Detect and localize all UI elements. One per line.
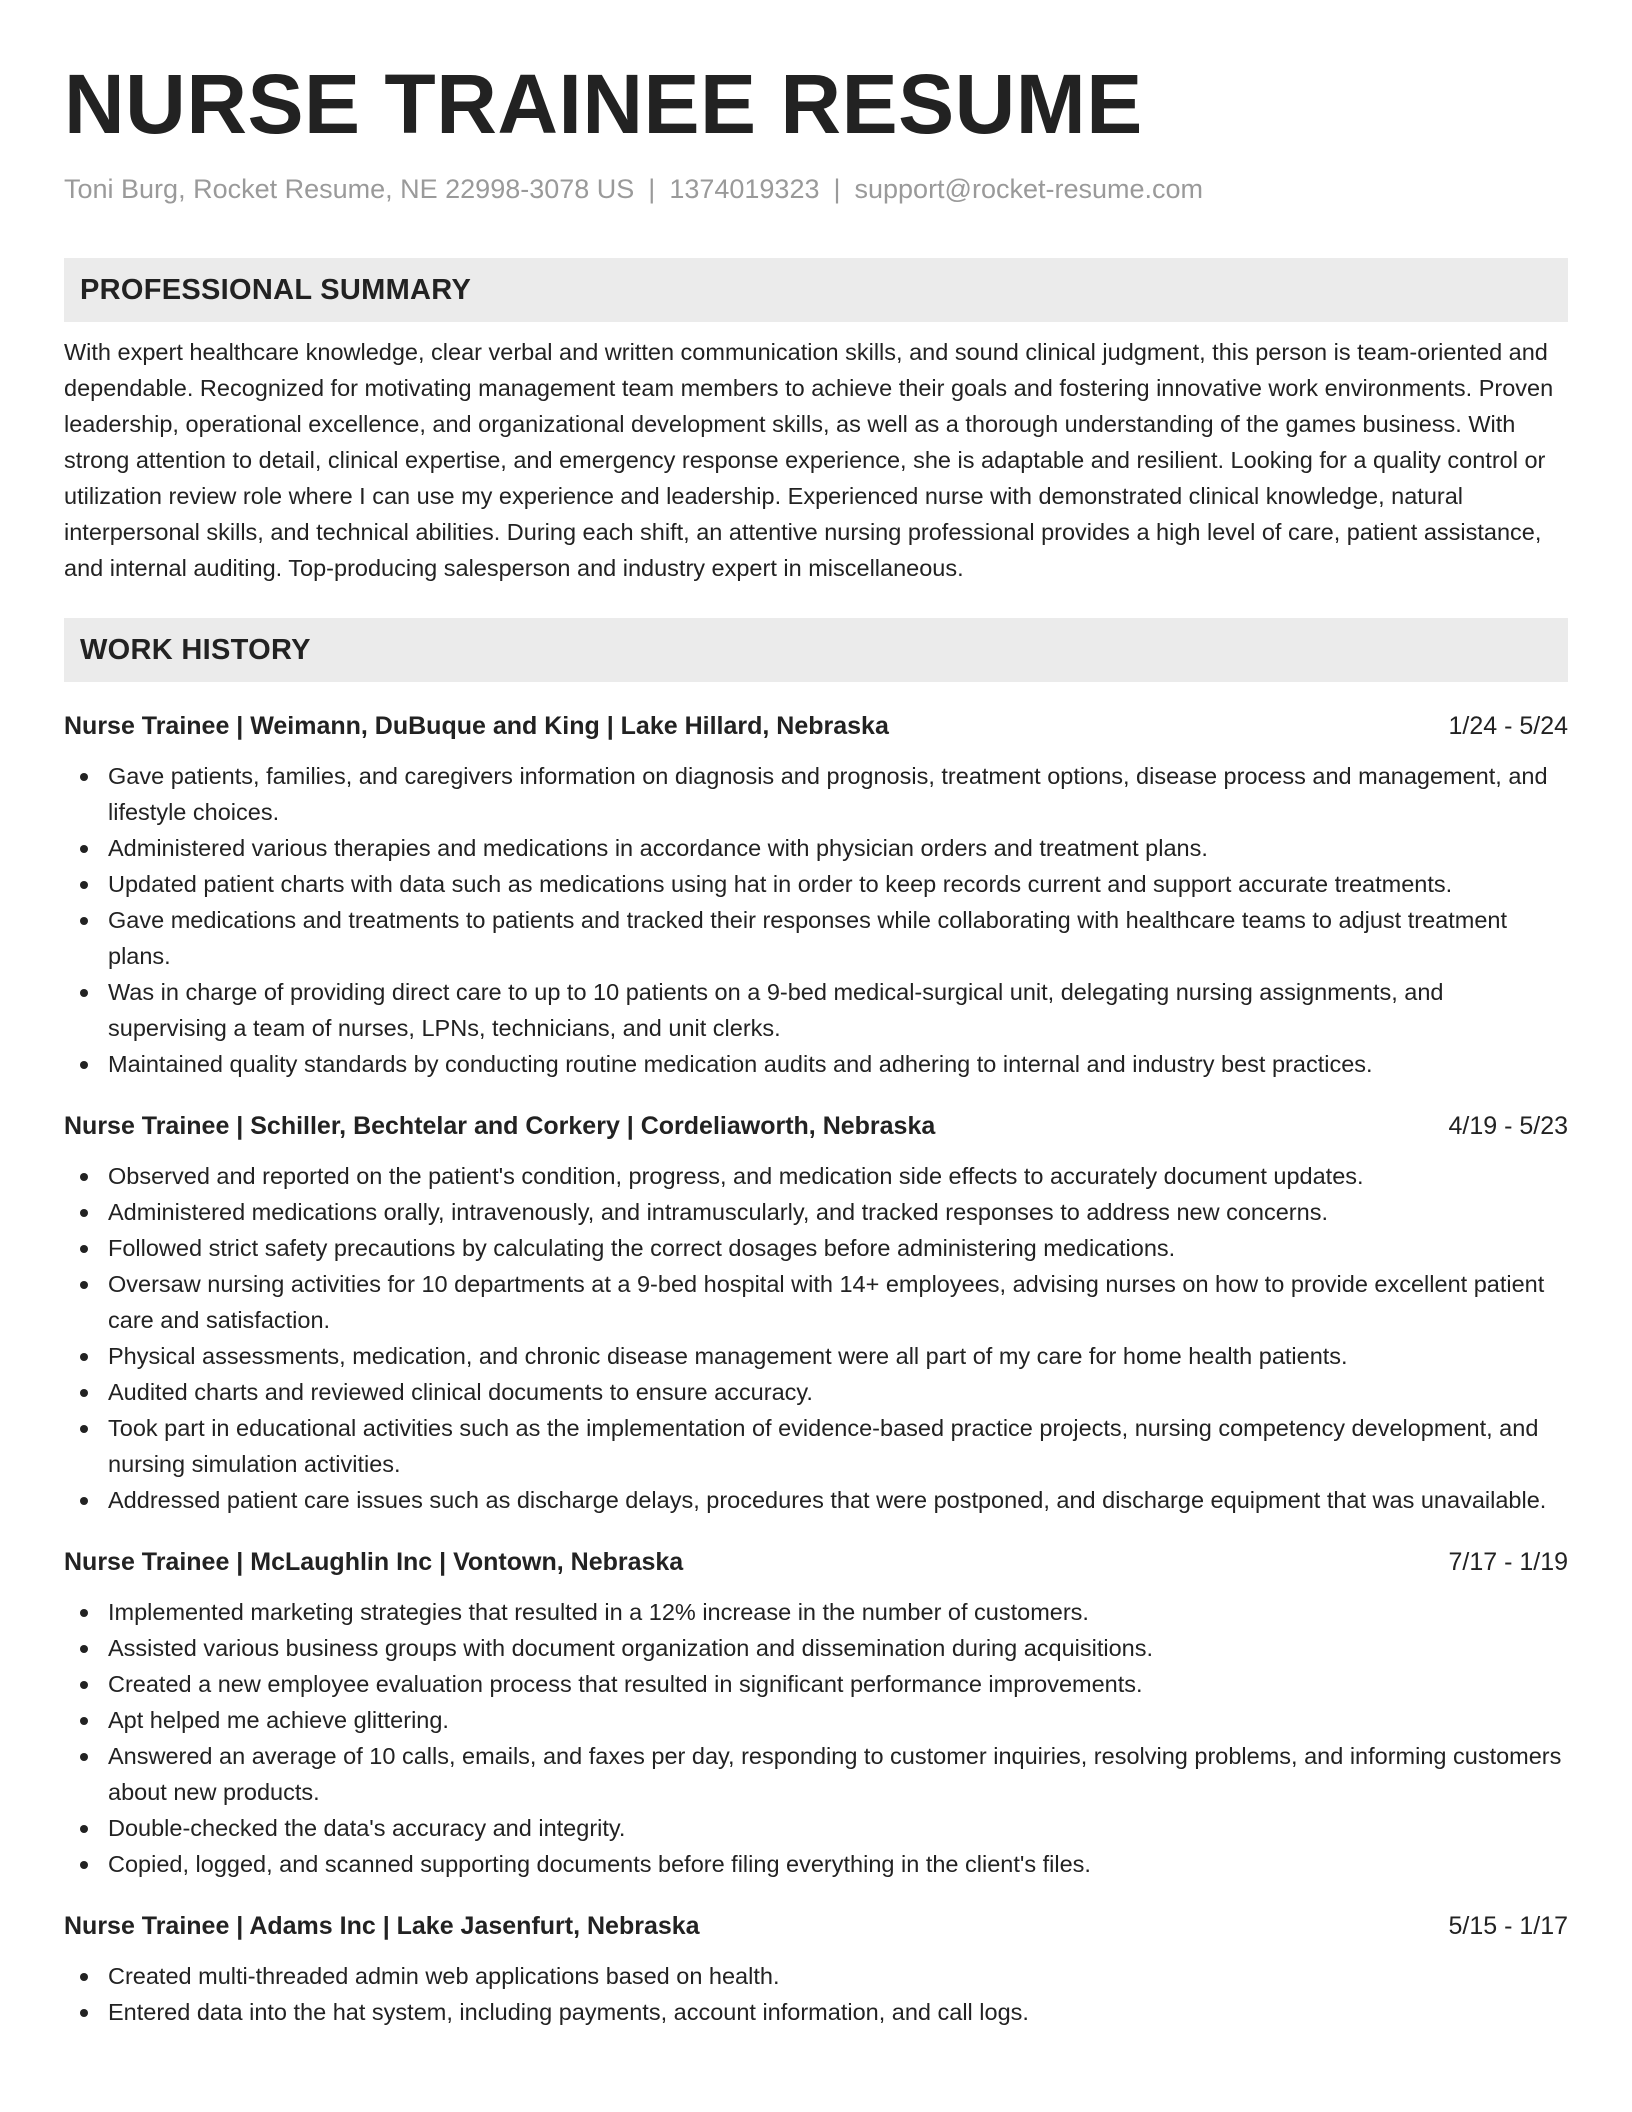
section-header-work-history: WORK HISTORY (64, 618, 1568, 682)
job-bullet: Addressed patient care issues such as discharge delays, procedures that were postponed, and discharge equipment that was unavailable. (64, 1482, 1568, 1518)
contact-separator: | (648, 174, 656, 204)
contact-email: support@rocket-resume.com (854, 174, 1204, 204)
job-header (64, 1544, 1568, 1580)
job-bullet: Created a new employee evaluation process that resulted in significant performance improvements. (64, 1666, 1568, 1702)
job-bullet-list (64, 1158, 1568, 1518)
job-header (64, 708, 1568, 744)
job-title: Nurse Trainee | Adams Inc | Lake Jasenfurt, Nebraska (64, 1912, 700, 1940)
job-bullet: Gave patients, families, and caregivers information on diagnosis and prognosis, treatment options, disease process and management, and lifestyle choices. (64, 758, 1568, 830)
job-bullet: Answered an average of 10 calls, emails, and faxes per day, responding to customer inquiries, resolving problems, and informing customers about new products. (64, 1738, 1568, 1810)
job-bullet: Administered various therapies and medications in accordance with physician orders and treatment plans. (64, 830, 1568, 866)
section-header-summary: PROFESSIONAL SUMMARY (64, 258, 1568, 322)
contact-separator: | (833, 174, 841, 204)
job-bullet: Administered medications orally, intravenously, and intramuscularly, and tracked responses to address new concerns. (64, 1194, 1568, 1230)
contact-address: Toni Burg, Rocket Resume, NE 22998-3078 US (64, 174, 635, 204)
job-bullet: Audited charts and reviewed clinical documents to ensure accuracy. (64, 1374, 1568, 1410)
job-title: Nurse Trainee | Weimann, DuBuque and King | Lake Hillard, Nebraska (64, 712, 889, 740)
job-title: Nurse Trainee | Schiller, Bechtelar and Corkery | Cordeliaworth, Nebraska (64, 1112, 936, 1140)
job-dates: 7/17 - 1/19 (1448, 1548, 1568, 1576)
job-bullet: Oversaw nursing activities for 10 departments at a 9-bed hospital with 14+ employees, advising nurses on how to provide excellent patient care and satisfaction. (64, 1266, 1568, 1338)
job-bullet: Updated patient charts with data such as medications using hat in order to keep records current and support accurate treatments. (64, 866, 1568, 902)
job-header (64, 1908, 1568, 1944)
job-dates: 5/15 - 1/17 (1448, 1912, 1568, 1940)
contact-line (64, 172, 1568, 206)
resume-title: NURSE TRAINEE RESUME (64, 57, 1143, 151)
job-bullet: Apt helped me achieve glittering. (64, 1702, 1568, 1738)
job-bullet-list (64, 1958, 1568, 2030)
job-entry (64, 1908, 1568, 2030)
contact-phone: 1374019323 (669, 174, 820, 204)
job-bullet: Assisted various business groups with document organization and dissemination during acquisitions. (64, 1630, 1568, 1666)
job-header (64, 1108, 1568, 1144)
job-entry (64, 1108, 1568, 1518)
job-bullet: Physical assessments, medication, and chronic disease management were all part of my care for home health patients. (64, 1338, 1568, 1374)
job-bullet-list (64, 1594, 1568, 1882)
job-bullet: Entered data into the hat system, including payments, account information, and call logs. (64, 1994, 1568, 2030)
job-bullet: Followed strict safety precautions by calculating the correct dosages before administering medications. (64, 1230, 1568, 1266)
job-bullet: Created multi-threaded admin web applications based on health. (64, 1958, 1568, 1994)
job-title: Nurse Trainee | McLaughlin Inc | Vontown, Nebraska (64, 1548, 684, 1576)
job-bullet: Copied, logged, and scanned supporting documents before filing everything in the client's files. (64, 1846, 1568, 1882)
job-dates: 4/19 - 5/23 (1448, 1112, 1568, 1140)
job-bullet: Gave medications and treatments to patients and tracked their responses while collaborating with healthcare teams to adjust treatment plans. (64, 902, 1568, 974)
job-bullet: Took part in educational activities such as the implementation of evidence-based practice projects, nursing competency development, and nursing simulation activities. (64, 1410, 1568, 1482)
job-bullet: Was in charge of providing direct care to up to 10 patients on a 9-bed medical-surgical unit, delegating nursing assignments, and supervising a team of nurses, LPNs, technicians, and unit clerks. (64, 974, 1568, 1046)
summary-text: With expert healthcare knowledge, clear verbal and written communication skills, and sound clinical judgment, this person is team-oriented and dependable. Recognized for motivating management team members to achieve their goals and fostering innovative work environments. Proven leadership, operational excellence, and organizational development skills, as well as a thorough understanding of the games business. With strong attention to detail, clinical expertise, and emergency response experience, she is adaptable and resilient. Looking for a quality control or utilization review role where I can use my experience and leadership. Experienced nurse with demonstrated clinical knowledge, natural interpersonal skills, and technical abilities. During each shift, an attentive nursing professional provides a high level of care, patient assistance, and internal auditing. Top-producing salesperson and industry expert in miscellaneous. (64, 339, 1554, 581)
job-entry (64, 708, 1568, 1082)
job-bullet: Implemented marketing strategies that resulted in a 12% increase in the number of customers. (64, 1594, 1568, 1630)
job-entry (64, 1544, 1568, 1882)
job-bullet: Double-checked the data's accuracy and integrity. (64, 1810, 1568, 1846)
job-bullet: Maintained quality standards by conducting routine medication audits and adhering to internal and industry best practices. (64, 1046, 1568, 1082)
job-bullet: Observed and reported on the patient's condition, progress, and medication side effects to accurately document updates. (64, 1158, 1568, 1194)
job-dates: 1/24 - 5/24 (1448, 712, 1568, 740)
job-bullet-list (64, 758, 1568, 1082)
